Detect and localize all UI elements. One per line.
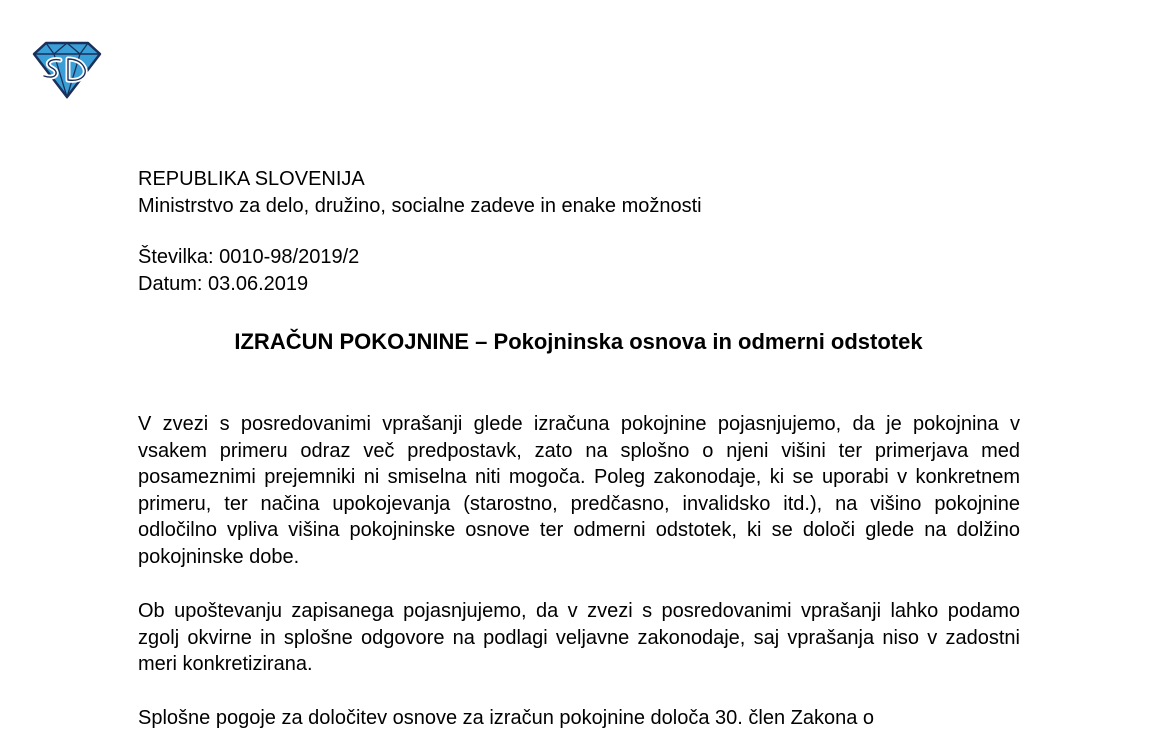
- country-name: REPUBLIKA SLOVENIJA: [138, 168, 365, 190]
- document-title: IZRAČUN POKOJNINE – Pokojninska osnova in odmerni odstotek: [234, 329, 923, 354]
- sender-header: [138, 166, 702, 220]
- document-number: Številka: 0010-98/2019/2: [138, 246, 360, 268]
- body-paragraph-2: Ob upoštevanju zapisanega pojasnjujemo, da v zvezi s posredovanimi vprašanji lahko podamo zgolj okvirne in splošne odgovore na podlagi veljavne zakonodaje, saj vprašanja niso v zadostni meri konkretizirana.: [138, 600, 1020, 675]
- body-paragraph-1: V zvezi s posredovanimi vprašanji glede izračuna pokojnine pojasnjujemo, da je pokojnina v vsakem primeru odraz več predpostavk, zato na splošno o njeni višini ter primerjava med posameznimi prejemniki ni smiselna niti mogoča. Poleg zakonodaje, ki se uporabi v konkretnem primeru, ter načina upokojevanja (starostno, predčasno, invalidsko itd.), na višino pokojnine odločilno vpliva višina pokojninske osnove ter odmerni odstotek, ki se določi glede na dolžino pokojninske dobe.: [138, 413, 1020, 568]
- document-date: Datum: 03.06.2019: [138, 273, 309, 295]
- ministry-name: Ministrstvo za delo, družino, socialne zadeve in enake možnosti: [138, 195, 702, 217]
- body-paragraph-3: Splošne pogoje za določitev osnove za izračun pokojnine določa 30. člen Zakona o: [138, 707, 875, 729]
- document-reference: [138, 244, 359, 298]
- sd-logo-icon: [30, 40, 104, 100]
